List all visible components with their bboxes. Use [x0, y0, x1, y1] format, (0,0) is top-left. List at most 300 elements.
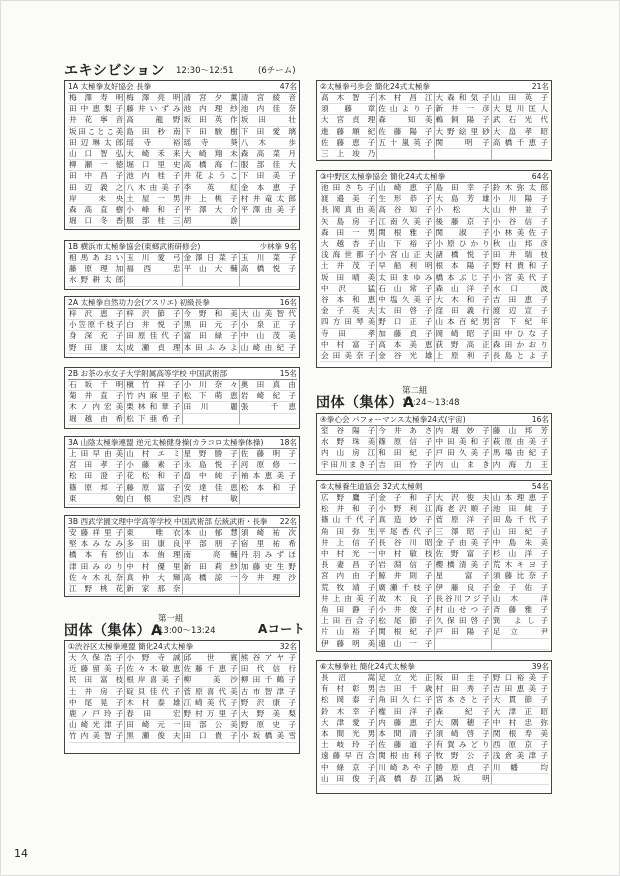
member-name: 高 龍野 — [125, 115, 182, 126]
member-name: 田中ひな子 — [492, 329, 549, 340]
member-name: 四方田琴美 — [320, 317, 377, 328]
member-name: 野村貴和子 — [492, 261, 549, 272]
team-name: ⑤太極養生道協会 32式太極剣 — [320, 482, 423, 491]
member-name: 三上竣乃 — [320, 149, 377, 160]
member-name: 小原ひかり — [435, 239, 492, 250]
member-name: 高橋春江 — [377, 774, 434, 785]
member-name: 金子英夫 — [320, 306, 377, 317]
member-grid — [68, 309, 297, 354]
member-name: 佐山より子 — [377, 104, 434, 115]
team-name: 3B 西武学園文理中学高等学校 中国武術部 伝統武術・長拳 — [68, 517, 268, 526]
member-name: 木ノ内宏美 — [68, 402, 125, 413]
member-name: 下田美子 — [240, 171, 297, 182]
team-box-3 — [316, 170, 552, 368]
member-name: 下田愛璃 — [240, 127, 297, 138]
member-name: 松下萌恵 — [183, 391, 240, 402]
member-name: 野口正子 — [377, 317, 434, 328]
member-name: 会田美奈子 — [320, 351, 377, 362]
member-grid — [68, 253, 297, 287]
member-name: 新田莉紗 — [183, 562, 240, 573]
team-count: 47名 — [279, 82, 297, 91]
member-name: 坂田圭子 — [435, 673, 492, 684]
member-name: 清宮夕薫 — [183, 93, 240, 104]
member-name: 大崎翔未 — [183, 149, 240, 160]
team-box-header — [68, 517, 297, 528]
member-name: 須藤比奈子 — [492, 571, 549, 582]
member-name: 中村敏枝 — [377, 549, 434, 560]
court-label: Aコート — [258, 622, 306, 636]
member-name: 内堀妙子 — [435, 426, 492, 437]
team-box-header — [68, 642, 297, 653]
member-name: 篠山千代子 — [320, 515, 377, 526]
member-name: 野村万里子 — [183, 709, 240, 720]
member-name: 玉川菜子 — [240, 253, 297, 264]
member-name: 生形恭子 — [377, 194, 434, 205]
member-name: 高橋千恵子 — [492, 138, 549, 149]
member-name: 室谷陽子 — [320, 426, 377, 437]
member-name: 矢島房子 — [320, 217, 377, 228]
member-name: 関根寿美 — [492, 729, 549, 740]
group-a-time: 13:00〜13:24 — [158, 626, 216, 636]
member-name: 中島朱美 — [492, 538, 549, 549]
member-name: 森 知美 — [377, 115, 434, 126]
team-box-3B — [64, 515, 300, 597]
member-name: 田川 麗 — [183, 402, 240, 413]
member-grid — [68, 653, 297, 743]
member-name: 水野耕太郎 — [68, 275, 125, 286]
team-box-header — [320, 415, 549, 426]
member-name: 槇竹祥子 — [125, 380, 182, 391]
team-name: 1B 横浜市太極拳協会(東鄉武術研修会) — [68, 242, 201, 251]
member-name: 萩原由美子 — [492, 437, 549, 448]
member-name: 篠原信子 — [377, 437, 434, 448]
member-name: 岩淵信子 — [377, 560, 434, 571]
member-name: 須崎啓子 — [435, 729, 492, 740]
member-name: 内山房江 — [320, 448, 377, 459]
group-a2-time: 13:24〜13:48 — [402, 398, 460, 408]
member-name: 大野美梨 — [240, 709, 297, 720]
member-name: 荒木キヨ子 — [492, 560, 549, 571]
member-name: 長沼 嵩 — [320, 673, 377, 684]
member-name: 長妻昌子 — [320, 560, 377, 571]
member-name: 堀口冬香 — [68, 216, 125, 227]
member-name: 足立光正 — [377, 673, 434, 684]
member-name: 田辺義之 — [68, 183, 125, 194]
team-name: ③中野区太極拳協会 簡化24式太極拳 — [320, 172, 446, 181]
member-name: 堀越由希 — [68, 414, 125, 425]
member-name: 金澤日菜子 — [183, 253, 240, 264]
member-name: 東 勉 — [68, 494, 125, 505]
member-name: 勝原貞子 — [435, 763, 492, 774]
member-name: 石山常子 — [377, 284, 434, 295]
member-name: 田口貴子 — [183, 731, 240, 742]
member-name: 八木 歩 — [240, 138, 297, 149]
member-name: 武石光代 — [492, 115, 549, 126]
team-count: 22名 — [279, 517, 297, 526]
member-name: 坂田晴美 — [320, 273, 377, 284]
team-count: 32名 — [279, 642, 297, 651]
member-name: 木村泰雄 — [125, 698, 182, 709]
member-name: 山本侑理 — [125, 550, 182, 561]
member-name: 山下裕子 — [377, 239, 434, 250]
member-name: 水口 波 — [492, 284, 549, 295]
member-name: 長谷川フジ子 — [435, 594, 492, 605]
member-name: 身深充子 — [68, 331, 125, 342]
member-name: 中山茂美 — [240, 331, 297, 342]
member-name: 坂田 壮 — [240, 115, 297, 126]
member-name: 進藤順紀 — [320, 127, 377, 138]
member-name: 渡邉美子 — [320, 194, 377, 205]
member-name: 井花寧音 — [68, 115, 125, 126]
member-name: 木村昌江 — [377, 93, 434, 104]
member-name: 田井瑞枝 — [492, 250, 549, 261]
member-name — [240, 414, 297, 425]
team-name: ①渋谷区太極拳連盟 簡化24式太極拳 — [68, 642, 194, 651]
member-name: 田代信行 — [240, 664, 297, 675]
member-name: 平部朋子 — [183, 539, 240, 550]
member-name: 関根由利子 — [377, 751, 434, 762]
member-name: 橋本ぶじ子 — [435, 273, 492, 284]
member-name: 寺田 孝 — [320, 329, 377, 340]
member-name: 竹内麻里子 — [125, 391, 182, 402]
member-name: 小林美佐子 — [492, 228, 549, 239]
member-name: 水野珠美 — [320, 437, 377, 448]
member-name: 江野桃花 — [68, 584, 125, 595]
member-name — [125, 275, 182, 286]
member-name: 杉山洋子 — [492, 549, 549, 560]
team-box-header — [320, 172, 549, 183]
member-name: 早船利明 — [377, 261, 434, 272]
member-name: 島田秒南 — [125, 127, 182, 138]
member-grid — [68, 93, 297, 227]
member-name: 田部公美 — [183, 720, 240, 731]
member-name: 本山郁慧 — [183, 528, 240, 539]
member-name: 馬場由紀子 — [492, 448, 549, 459]
member-name: 江南久美子 — [377, 217, 434, 228]
member-name: 富田緑子 — [183, 331, 240, 342]
member-name: 中塩久美子 — [377, 295, 434, 306]
member-name: 真仲大輝 — [125, 573, 182, 584]
member-name: 栗林和華子 — [125, 402, 182, 413]
member-name: 内海力王 — [492, 460, 549, 471]
member-name: 中條京子 — [320, 763, 377, 774]
member-name: 加藤貞子 — [377, 329, 434, 340]
member-name: 江崎美代子 — [183, 698, 240, 709]
member-name: 森高直樹 — [68, 205, 125, 216]
team-name: 2A 太極拳自然功力会(アスリエ) 初級長拳 — [68, 298, 210, 307]
team-box-6 — [316, 660, 552, 794]
member-name: 根本陽子 — [435, 261, 492, 272]
member-name: 星野勝子 — [183, 449, 240, 460]
group-a2-group: 第二組 — [402, 386, 428, 396]
member-name: 民田富枝 — [68, 675, 125, 686]
member-name: 大崎禾来 — [125, 149, 182, 160]
member-name: 石坂千明 — [68, 380, 125, 391]
member-name: 服部桂三 — [125, 216, 182, 227]
group-a-group: 第一組 — [158, 614, 184, 624]
member-name: 小川陽子 — [492, 194, 549, 205]
member-name: 小笠原千枝子 — [68, 320, 125, 331]
member-name: 鈴木弥太郎 — [492, 183, 549, 194]
member-name: 大木和子 — [435, 295, 492, 306]
member-name: 上田早由美 — [68, 449, 125, 460]
member-name: 佐野富子 — [435, 549, 492, 560]
member-name: 小宮美代子 — [492, 273, 549, 284]
member-name: 多田康良 — [125, 539, 182, 550]
member-name: 鍋坂 明 — [435, 774, 492, 785]
team-box-3A — [64, 436, 300, 508]
member-name: 梓沢節子 — [125, 309, 182, 320]
member-name: 藤山邦芳 — [492, 426, 549, 437]
member-name: 角田久仁子 — [377, 695, 434, 706]
team-count: 16名 — [531, 415, 549, 424]
member-name — [240, 216, 297, 227]
member-name: 小野利江 — [377, 504, 434, 515]
member-name: 碇貝佳代子 — [125, 687, 182, 698]
member-name: 星 富子 — [435, 571, 492, 582]
member-name: 金子由美子 — [435, 538, 492, 549]
member-name: 袖本恵美子 — [240, 471, 297, 482]
member-name: 菊井直子 — [68, 391, 125, 402]
member-name: 大島芳雄 — [435, 194, 492, 205]
member-name: 海老沢順子 — [435, 504, 492, 515]
member-name: 宮内由子 — [320, 571, 377, 582]
member-name: 大沢俊夫 — [435, 493, 492, 504]
member-name: 松本和子 — [240, 483, 297, 494]
member-name: 松下亜希子 — [125, 414, 182, 425]
member-name: 今井理沙 — [240, 573, 297, 584]
member-name: 岡崎昭子 — [435, 329, 492, 340]
member-name: 金子佑子 — [492, 583, 549, 594]
member-name: 藤原富子 — [125, 483, 182, 494]
member-name — [492, 149, 549, 160]
member-name: 中村優里 — [125, 562, 182, 573]
member-name: 平尾香代子 — [377, 527, 434, 538]
member-name: 松田澄子 — [68, 471, 125, 482]
member-name: 河原修一 — [240, 460, 297, 471]
member-name — [377, 149, 434, 160]
member-name: 遠藤早百合 — [320, 751, 377, 762]
member-name: 島田幸子 — [435, 183, 492, 194]
team-count: 21名 — [531, 82, 549, 91]
team-box-header — [68, 242, 297, 253]
member-name: 村山せつ子 — [435, 605, 492, 616]
member-name: 西原京子 — [492, 740, 549, 751]
team-name: ⑥太極拳社 簡化24式太極拳 — [320, 662, 415, 671]
member-name: 高本美恵 — [377, 340, 434, 351]
team-box-header — [68, 369, 297, 380]
member-name: 山木 洋 — [492, 594, 549, 605]
member-name: 森田かおり — [492, 340, 549, 351]
member-name: 和田紀子 — [377, 448, 434, 459]
exhibition-time: 12:30〜12:51 — [176, 66, 234, 76]
member-grid — [320, 93, 549, 160]
member-grid — [68, 380, 297, 425]
member-name: 吉田千歳 — [377, 684, 434, 695]
member-name: 中沢 猛 — [320, 284, 377, 295]
member-name: 服部佳大 — [240, 160, 297, 171]
member-name — [435, 639, 492, 650]
member-name: 井上由美子 — [320, 594, 377, 605]
member-name — [240, 275, 297, 286]
member-name: 中村忠弥 — [492, 718, 549, 729]
member-name: 新井一彦 — [435, 104, 492, 115]
member-name: 安藤祥里子 — [68, 528, 125, 539]
member-name: 野口裕美子 — [492, 673, 549, 684]
member-name: 宇田川まき子 — [320, 460, 377, 471]
member-name: 畠中純子 — [183, 471, 240, 482]
member-name: 鹿ノ戸玲子 — [68, 709, 125, 720]
member-name: 今井あさ — [377, 426, 434, 437]
member-name: 関 淑 子 — [435, 228, 492, 239]
member-name: 森山洋子 — [435, 284, 492, 295]
member-name: 梅澤亮明 — [125, 93, 182, 104]
member-name: 山田俊子 — [320, 774, 377, 785]
member-name: 上原利子 — [435, 351, 492, 362]
member-name: 関根紀子 — [377, 627, 434, 638]
member-name: 足立 尹 — [492, 627, 549, 638]
member-name: 池内桂子 — [125, 171, 182, 182]
member-name: 八木由美子 — [125, 183, 182, 194]
member-name: 今野和美 — [183, 309, 240, 320]
member-name: 大貫節子 — [492, 695, 549, 706]
member-name: 小藤素子 — [125, 460, 182, 471]
team-box-header — [68, 438, 297, 449]
team-box-header — [68, 298, 297, 309]
member-name: 瑶寺 裕 — [125, 138, 182, 149]
member-name: 関根雅子 — [377, 228, 434, 239]
team-box-1A — [64, 80, 300, 230]
member-name: 成瀬貞理 — [125, 343, 182, 354]
member-name: 山崎光津子 — [68, 720, 125, 731]
member-name: 太田まゆみ — [377, 273, 434, 284]
member-name: 西村 敏 — [183, 494, 240, 505]
member-name: 井上桃子 — [183, 194, 240, 205]
member-name: 野田康太 — [68, 343, 125, 354]
team-count: 少林拳 9名 — [259, 242, 297, 251]
member-name: 岸 未央 — [68, 194, 125, 205]
member-name: 松尾節子 — [377, 616, 434, 627]
member-name: 荻野高正 — [435, 340, 492, 351]
member-name: 大越杏子 — [320, 239, 377, 250]
member-name: 加藤史生野 — [240, 562, 297, 573]
member-name: 田辺琳太郎 — [68, 138, 125, 149]
member-name — [183, 414, 240, 425]
member-name: 岩崎紀子 — [240, 391, 297, 402]
member-name: 三澤昭子 — [435, 527, 492, 538]
member-name: 金子和子 — [377, 493, 434, 504]
member-name: 内藤恵子 — [377, 718, 434, 729]
member-name: 吉田怜子 — [377, 460, 434, 471]
member-name: 大隅穂子 — [435, 718, 492, 729]
member-name: 高橋海仁 — [183, 160, 240, 171]
member-name: 大久保浩子 — [68, 653, 125, 664]
member-name: 久保田啓子 — [435, 616, 492, 627]
team-name: 1A 太極拳友好協会 長拳 — [68, 82, 152, 91]
member-name: 土井房子 — [68, 687, 125, 698]
member-name: 玉川愛弓 — [125, 253, 182, 264]
member-name: 白根 宏 — [125, 494, 182, 505]
member-name: 柳瀬一徳 — [68, 160, 125, 171]
member-name: 角田静子 — [320, 605, 377, 616]
member-name: 村井竜太郎 — [240, 194, 297, 205]
member-name: 巽 よし子 — [492, 616, 549, 627]
member-name: 中田美和子 — [435, 437, 492, 448]
member-name — [183, 275, 240, 286]
member-name: 山本百紀男 — [435, 317, 492, 328]
team-name: 2B お茶の水女子大学附属高等学校 中国武術部 — [68, 369, 228, 378]
member-name: 大宮貞理 — [320, 115, 377, 126]
team-count: 64名 — [531, 172, 549, 181]
member-name: 瑶寺 葵 — [183, 138, 240, 149]
member-name: 邱 世 賓 — [183, 653, 240, 664]
member-name: 相馬あおい — [68, 253, 125, 264]
member-name: 橋本有紗 — [68, 550, 125, 561]
team-name: ②太極拳弓歩会 簡化24式太極拳 — [320, 82, 431, 91]
member-name: 秋山邦彦 — [492, 239, 549, 250]
member-name — [240, 584, 297, 595]
team-name: ④拳心会 パフォーマンス太極拳24式(宇宙) — [320, 415, 466, 424]
team-box-4 — [316, 413, 552, 475]
member-name: 東 唯衣 — [125, 528, 182, 539]
member-name: 佐藤千恵子 — [183, 664, 240, 675]
member-name: 古市智津子 — [240, 687, 297, 698]
team-box-header — [68, 82, 297, 93]
member-name: 南 亮輔 — [183, 550, 240, 561]
member-name: 高谷知子 — [377, 205, 434, 216]
member-name: 田中恵梨子 — [68, 104, 125, 115]
member-name: 平澤由美子 — [240, 205, 297, 216]
member-name: 宿里祐希 — [240, 539, 297, 550]
member-name: 角田弥生 — [320, 527, 377, 538]
member-name: 高木智子 — [320, 93, 377, 104]
member-name: 藤原理加 — [68, 264, 125, 275]
member-name: 下田駿樹 — [183, 127, 240, 138]
member-name: 宮下紀年 — [492, 317, 549, 328]
member-name: 須藤章 — [320, 104, 377, 115]
member-name: 大津正昭 — [492, 707, 549, 718]
member-name: 山口智弘 — [68, 149, 125, 160]
member-name: 諸橋悦子 — [435, 250, 492, 261]
member-name: 堅本みなみ — [68, 539, 125, 550]
member-name: 真造妙子 — [377, 515, 434, 526]
member-name: 斉藤雅子 — [492, 605, 549, 616]
member-name: 長岡真由美 — [320, 205, 377, 216]
team-box-header — [320, 482, 549, 493]
member-name — [492, 639, 549, 650]
member-name: 坂田ことこ美 — [68, 127, 125, 138]
team-box-2A — [64, 296, 300, 358]
member-name: 田崎元一 — [125, 720, 182, 731]
member-name: 丹羽みずほ — [240, 550, 297, 561]
team-box-1 — [64, 640, 300, 754]
member-name: 宮田孝子 — [68, 460, 125, 471]
member-name: 廣瀬千枝子 — [377, 583, 434, 594]
member-name: 後藤京子 — [435, 217, 492, 228]
member-name: 山村エミ — [125, 449, 182, 460]
member-name: 有村彰男 — [320, 684, 377, 695]
member-name: 平山大輔 — [183, 264, 240, 275]
member-name: 李 英 紅 — [183, 183, 240, 194]
team-box-1B — [64, 240, 300, 290]
member-name: 佐藤明子 — [240, 449, 297, 460]
member-name: 吉田恵美子 — [492, 684, 549, 695]
member-grid — [320, 183, 549, 362]
member-name: 梓沢恵子 — [68, 309, 125, 320]
member-name: 山崎由紀子 — [240, 343, 297, 354]
member-name: 本間清子 — [377, 729, 434, 740]
member-name: 広野鷹子 — [320, 493, 377, 504]
